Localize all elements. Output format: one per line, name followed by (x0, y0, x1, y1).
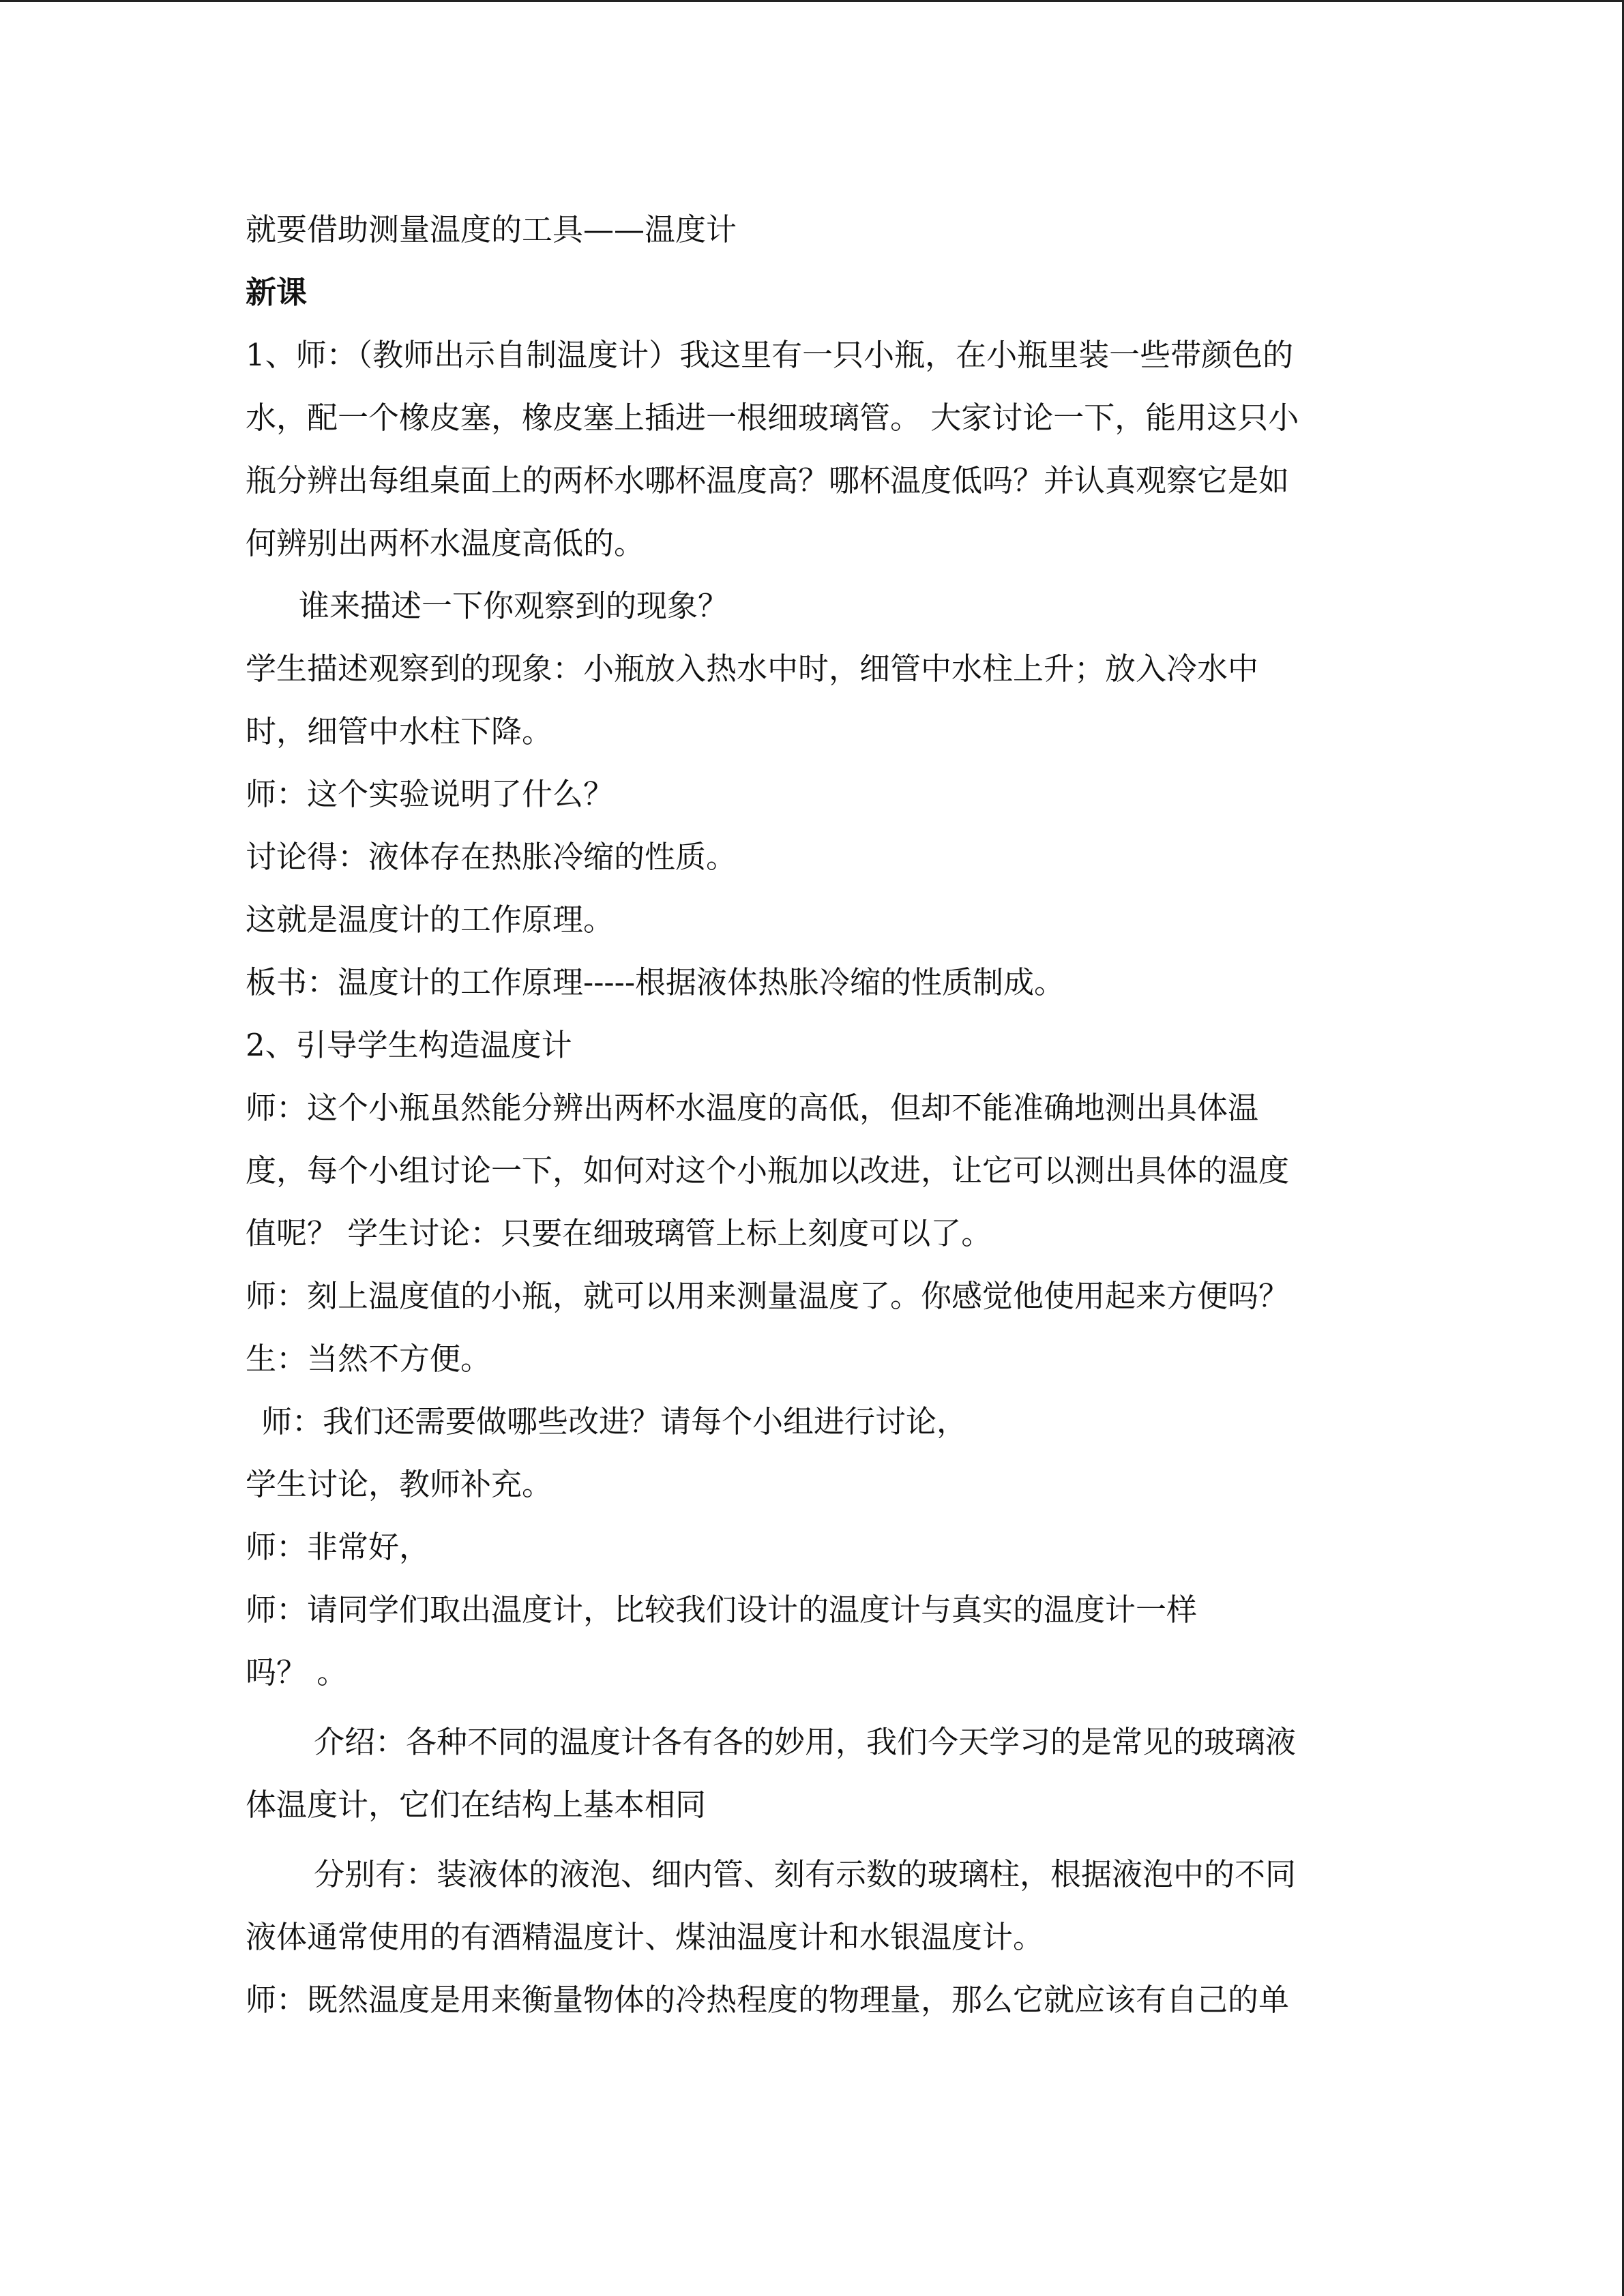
page-border-top (0, 0, 1624, 2)
text-line: 学生描述观察到的现象：小瓶放入热水中时，细管中水柱上升；放入冷水中 (246, 651, 1259, 687)
text-line: 吗？ 。 (246, 1654, 348, 1690)
text-line: 瓶分辨出每组桌面上的两杯水哪杯温度高？哪杯温度低吗？并认真观察它是如 (246, 462, 1290, 498)
text-line: 讨论得：液体存在热胀冷缩的性质。 (246, 839, 737, 875)
text-line: 学生讨论，教师补充。 (246, 1466, 553, 1502)
text-line: 值呢？ 学生讨论：只要在细玻璃管上标上刻度可以了。 (246, 1215, 992, 1251)
text-line: 液体通常使用的有酒精温度计、煤油温度计和水银温度计。 (246, 1919, 1044, 1955)
text-line: 这就是温度计的工作原理。 (246, 901, 615, 938)
text-line: 1、师：（教师出示自制温度计）我这里有一只小瓶，在小瓶里装一些带颜色的 (246, 337, 1294, 373)
text-line: 师：这个小瓶虽然能分辨出两杯水温度的高低，但却不能准确地测出具体温 (246, 1090, 1259, 1126)
text-line: 分别有：装液体的液泡、细内管、刻有示数的玻璃柱，根据液泡中的不同 (314, 1856, 1297, 1892)
text-line: 师：请同学们取出温度计，比较我们设计的温度计与真实的温度计一样 (246, 1592, 1198, 1628)
text-line: 介绍：各种不同的温度计各有各的妙用，我们今天学习的是常见的玻璃液 (314, 1724, 1297, 1760)
text-line: 生：当然不方便。 (246, 1341, 492, 1377)
text-line: 谁来描述一下你观察到的现象？ (299, 588, 729, 624)
section-heading: 新课 (246, 274, 308, 310)
text-line: 师：我们还需要做哪些改进？请每个小组进行讨论， (261, 1403, 968, 1440)
text-line: 水，配一个橡皮塞，橡皮塞上插进一根细玻璃管。 大家讨论一下，能用这只小 (246, 400, 1299, 436)
text-line: 何辨别出两杯水温度高低的。 (246, 525, 645, 561)
text-line: 师：刻上温度值的小瓶，就可以用来测量温度了。你感觉他使用起来方便吗？ (246, 1278, 1290, 1314)
text-line: 时，细管中水柱下降。 (246, 713, 553, 749)
text-line: 度，每个小组讨论一下，如何对这个小瓶加以改进，让它可以测出具体的温度 (246, 1152, 1290, 1189)
text-line: 体温度计，它们在结构上基本相同 (246, 1787, 707, 1823)
text-line: 就要借助测量温度的工具——温度计 (246, 211, 737, 248)
text-line: 2、引导学生构造温度计 (246, 1027, 572, 1063)
text-line: 师：这个实验说明了什么？ (246, 776, 615, 812)
text-line: 师：非常好， (246, 1529, 430, 1565)
text-line: 板书：温度计的工作原理-----根据液体热胀冷缩的性质制成。 (246, 964, 1065, 1000)
text-line: 师：既然温度是用来衡量物体的冷热程度的物理量，那么它就应该有自己的单 (246, 1982, 1290, 2018)
